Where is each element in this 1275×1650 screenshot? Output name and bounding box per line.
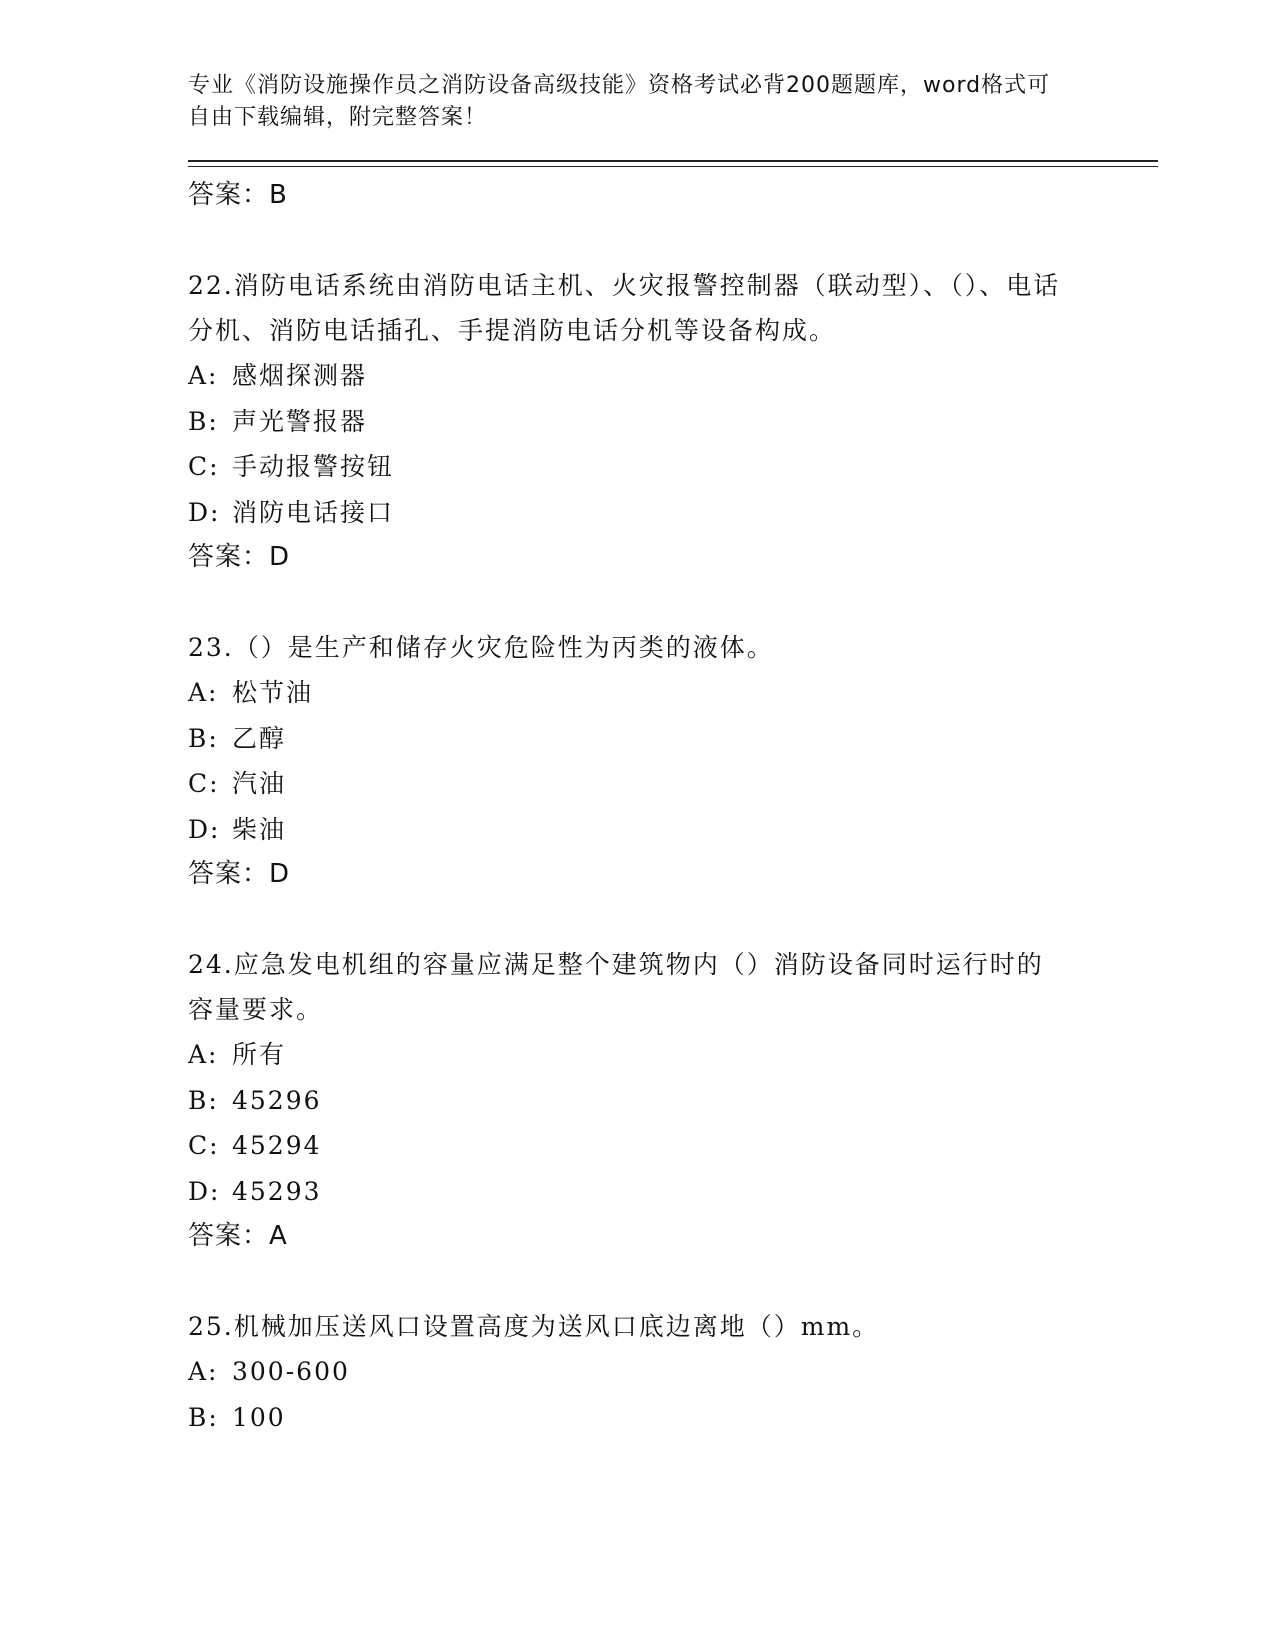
question-23 <box>188 625 1168 896</box>
spacer <box>188 1258 1168 1304</box>
option-key: A: <box>188 678 219 707</box>
option-b <box>188 1395 1168 1441</box>
option-a <box>188 670 1168 716</box>
answer: 答案：A <box>188 1221 288 1251</box>
option-key: B: <box>188 406 219 436</box>
option-b <box>188 716 1168 762</box>
option-a <box>188 1032 1168 1078</box>
option-d <box>188 807 1168 853</box>
question-stem: 25.机械加压送风口设置高度为送风口底边离地（）mm。 <box>188 1312 880 1341</box>
option-b <box>188 1078 1168 1124</box>
option-c <box>188 444 1168 490</box>
option-text: 柴油 <box>232 814 287 844</box>
option-key: D: <box>188 497 221 527</box>
option-key: B: <box>188 1085 219 1115</box>
option-text: 消防电话接口 <box>232 497 395 527</box>
option-key: B: <box>188 723 219 753</box>
option-key: A: <box>188 361 219 390</box>
option-d <box>188 490 1168 536</box>
option-text: 松节油 <box>232 678 314 707</box>
question-stem: 23.（）是生产和储存火灾危险性为丙类的液体。 <box>188 633 774 662</box>
question-24 <box>188 942 1168 1258</box>
option-text: 所有 <box>232 1040 287 1069</box>
option-text: 手动报警按钮 <box>232 452 395 481</box>
option-text: 300-600 <box>232 1357 350 1386</box>
option-c <box>188 761 1168 807</box>
header-divider <box>188 160 1158 167</box>
answer: 答案：D <box>188 542 291 572</box>
option-key: A: <box>188 1040 219 1069</box>
option-text: 声光警报器 <box>232 406 368 436</box>
document-page <box>188 70 1168 1440</box>
option-a <box>188 1349 1168 1395</box>
question-25 <box>188 1304 1168 1440</box>
option-text: 45296 <box>232 1085 322 1115</box>
option-key: A: <box>188 1357 219 1386</box>
option-key: D: <box>188 1176 221 1206</box>
spacer <box>188 896 1168 942</box>
question-22 <box>188 263 1168 579</box>
option-text: 乙醇 <box>232 723 287 753</box>
option-c <box>188 1123 1168 1169</box>
option-b <box>188 399 1168 445</box>
option-text: 汽油 <box>232 769 287 798</box>
previous-answer: 答案：B <box>188 180 288 210</box>
document-header: 专业《消防设施操作员之消防设备高级技能》资格考试必背200题题库，word格式可自由下载编辑，附完整答案！ <box>188 73 1051 130</box>
option-key: C: <box>188 1131 220 1160</box>
option-key: B: <box>188 1402 219 1432</box>
spacer <box>188 579 1168 625</box>
question-stem: 22.消防电话系统由消防电话主机、火灾报警控制器（联动型）、（）、电话分机、消防电话插孔、手提消防电话分机等设备构成。 <box>188 271 1061 345</box>
option-key: D: <box>188 814 221 844</box>
question-stem: 24.应急发电机组的容量应满足整个建筑物内（）消防设备同时运行时的容量要求。 <box>188 950 1044 1024</box>
spacer <box>188 217 1168 263</box>
option-text: 45294 <box>232 1131 322 1160</box>
answer: 答案：D <box>188 859 291 889</box>
option-key: C: <box>188 769 220 798</box>
option-text: 感烟探测器 <box>232 361 368 390</box>
option-d <box>188 1169 1168 1215</box>
option-key: C: <box>188 452 220 481</box>
option-a <box>188 353 1168 399</box>
option-text: 45293 <box>232 1176 322 1206</box>
option-text: 100 <box>232 1402 286 1432</box>
